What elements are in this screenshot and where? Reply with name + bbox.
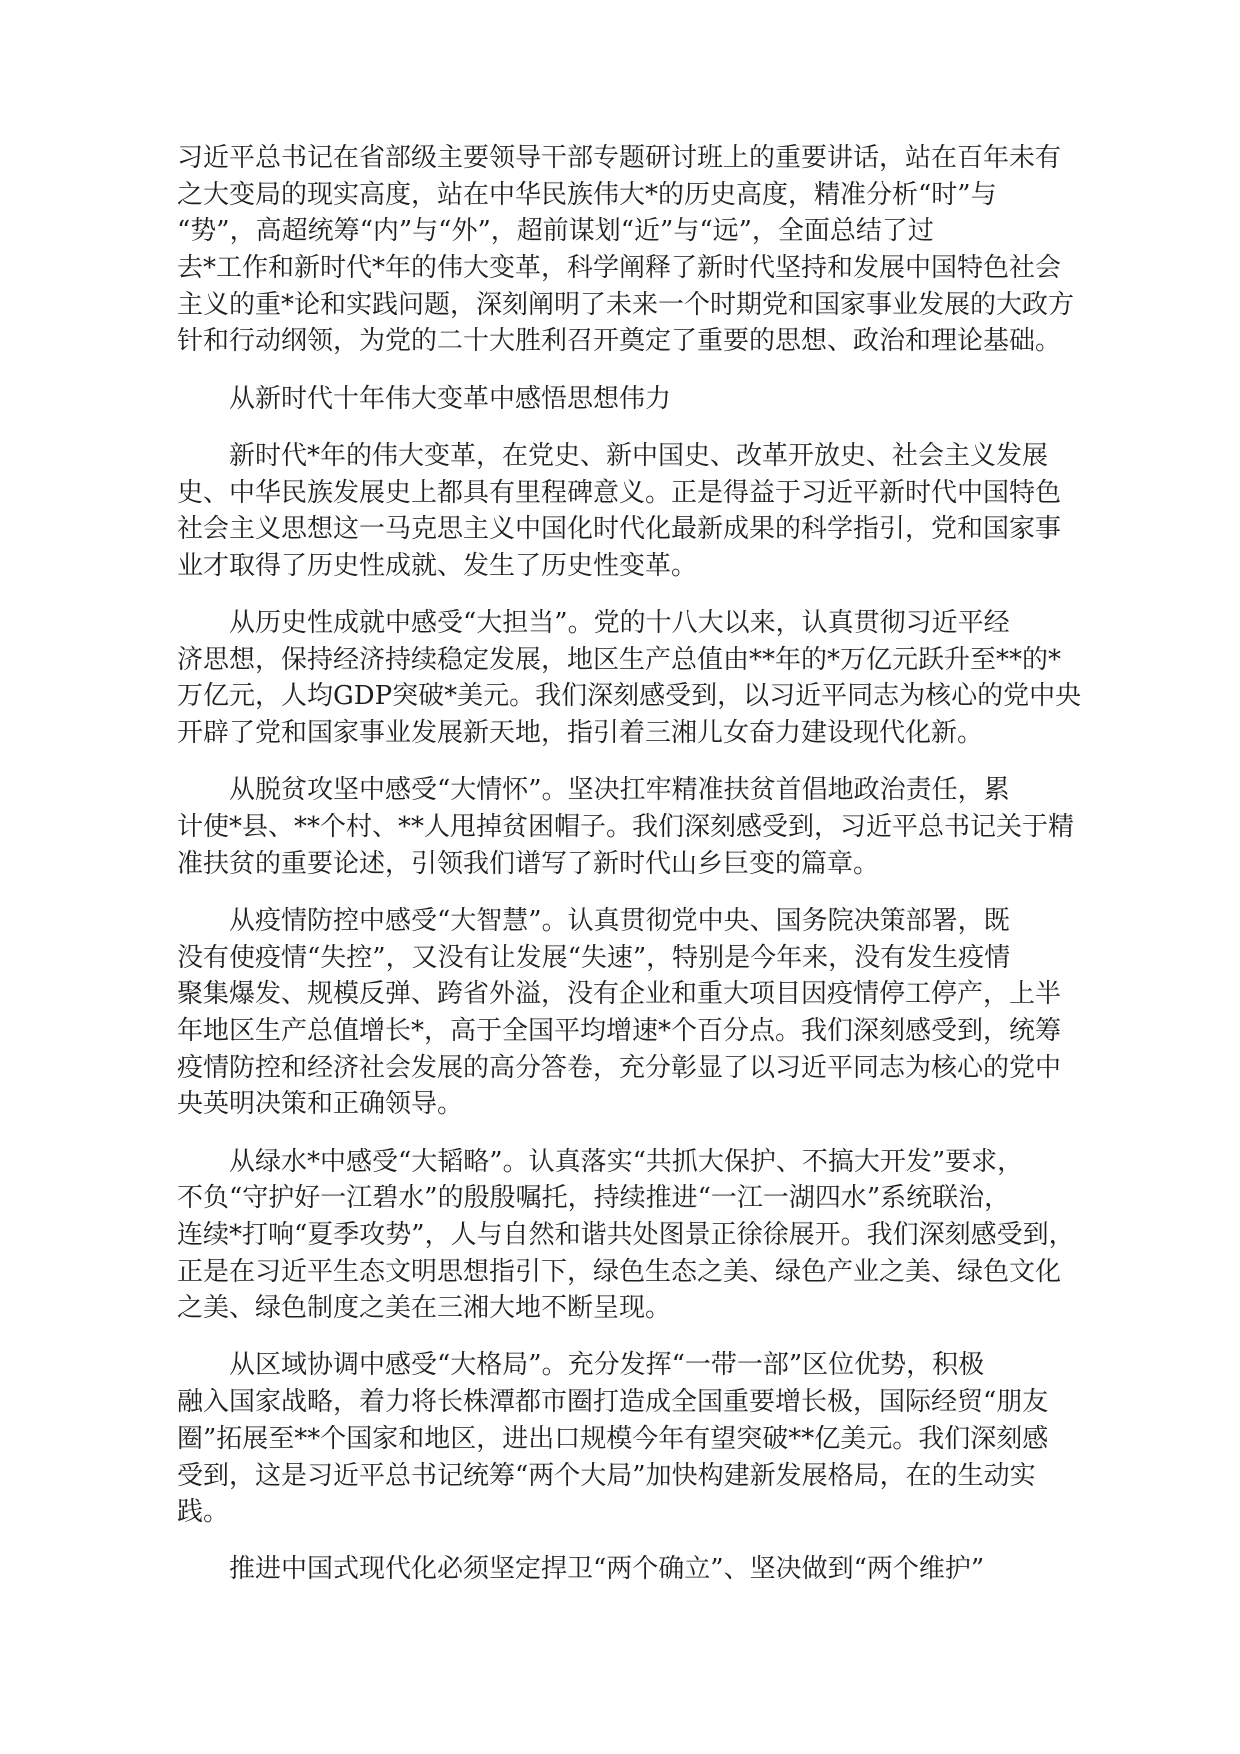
text-line: 从绿水*中感受“大韬略”。认真落实“共抓大保护、不搞大开发”要求，	[229, 1146, 1024, 1177]
text-line: 正是在习近平生态文明思想指引下，绿色生态之美、绿色产业之美、绿色文化	[177, 1256, 1062, 1287]
paragraph	[177, 1347, 1077, 1530]
text-line: 不负“守护好一江碧水”的殷殷嘱托，持续推进“一江一湖四水”系统联治，	[177, 1183, 1011, 1214]
text-line: 没有使疫情“失控”，又没有让发展“失速”，特别是今年来，没有发生疫情	[177, 942, 1011, 973]
text-line: 践。	[177, 1497, 230, 1528]
text-line: 圈”拓展至**个国家和地区，进出口规模今年有望突破**亿美元。我们深刻感	[177, 1423, 1049, 1454]
text-line: 史、中华民族发展史上都具有里程碑意义。正是得益于习近平新时代中国特色	[177, 477, 1062, 508]
paragraph	[177, 903, 1077, 1123]
text-line: 受到，这是习近平总书记统筹“两个大局”加快构建新发展格局，在的生动实	[177, 1460, 1036, 1491]
text-line: 从区域协调中感受“大格局”。充分发挥“一带一部”区位优势，积极	[229, 1350, 985, 1381]
text-line: 融入国家战略，着力将长株潭都市圈打造成全国重要增长极，国际经贸“朋友	[177, 1387, 1049, 1418]
paragraph	[177, 438, 1077, 585]
text-line: 习近平总书记在省部级主要领导干部专题研讨班上的重要讲话，站在百年未有	[177, 143, 1062, 173]
text-line: 新时代*年的伟大变革，在党史、新中国史、改革开放史、社会主义发展	[229, 440, 1049, 471]
text-line: 去*工作和新时代*年的伟大变革，科学阐释了新时代坚持和发展中国特色社会	[177, 253, 1062, 284]
text-line: 社会主义思想这一马克思主义中国化时代化最新成果的科学指引，党和国家事	[177, 514, 1062, 545]
paragraph	[177, 1144, 1077, 1327]
text-line: 之美、绿色制度之美在三湘大地不断呈现。	[177, 1293, 672, 1324]
text-line: 针和行动纲领，为党的二十大胜利召开奠定了重要的思想、政治和理论基础。	[177, 326, 1062, 357]
text-line: 计使*县、**个村、**人甩掉贫困帽子。我们深刻感受到，习近平总书记关于精	[177, 812, 1075, 842]
text-line: 连续*打响“夏季攻势”，人与自然和谐共处图景正徐徐展开。我们深刻感受到，	[177, 1219, 1075, 1250]
text-line: 推进中国式现代化必须坚定捍卫“两个确立”、坚决做到“两个维护”	[229, 1554, 985, 1585]
section-heading	[177, 381, 1077, 418]
text-line: 从新时代十年伟大变革中感悟思想伟力	[229, 383, 672, 414]
text-line: 业才取得了历史性成就、发生了历史性变革。	[177, 550, 698, 581]
text-line: 济思想，保持经济持续稳定发展，地区生产总值由**年的*万亿元跃升至**的*	[177, 644, 1062, 675]
text-line: 从脱贫攻坚中感受“大情怀”。坚决扛牢精准扶贫首倡地政治责任，累	[229, 775, 1010, 806]
text-line: 之大变局的现实高度，站在中华民族伟大*的历史高度，精准分析“时”与	[177, 179, 997, 210]
document-page	[177, 140, 1082, 1609]
text-line: 开辟了党和国家事业发展新天地，指引着三湘儿女奋力建设现代化新。	[177, 718, 984, 749]
text-line: 疫情防控和经济社会发展的高分答卷，充分彰显了以习近平同志为核心的党中	[177, 1052, 1062, 1083]
text-line: 从疫情防控中感受“大智慧”。认真贯彻党中央、国务院决策部署，既	[229, 905, 1010, 936]
text-line: 主义的重*论和实践问题，深刻阐明了未来一个时期党和国家事业发展的大政方	[177, 289, 1075, 320]
paragraph	[177, 772, 1077, 882]
text-line: 从历史性成就中感受“大担当”。党的十八大以来，认真贯彻习近平经	[229, 608, 1010, 639]
text-line: 聚集爆发、规模反弹、跨省外溢，没有企业和重大项目因疫情停工停产，上半	[177, 979, 1062, 1010]
text-line: “势”，高超统筹“内”与“外”，超前谋划“近”与“远”，全面总结了过	[177, 216, 934, 247]
text-line: 年地区生产总值增长*，高于全国平均增速*个百分点。我们深刻感受到，统筹	[177, 1015, 1062, 1046]
text-line: 准扶贫的重要论述，引领我们谱写了新时代山乡巨变的篇章。	[177, 848, 880, 879]
text-line: 央英明决策和正确领导。	[177, 1089, 464, 1120]
paragraph	[177, 140, 1077, 360]
paragraph	[177, 1551, 1077, 1588]
paragraph	[177, 605, 1082, 752]
text-line: 万亿元，人均GDP突破*美元。我们深刻感受到，以习近平同志为核心的党中央	[177, 681, 1082, 712]
